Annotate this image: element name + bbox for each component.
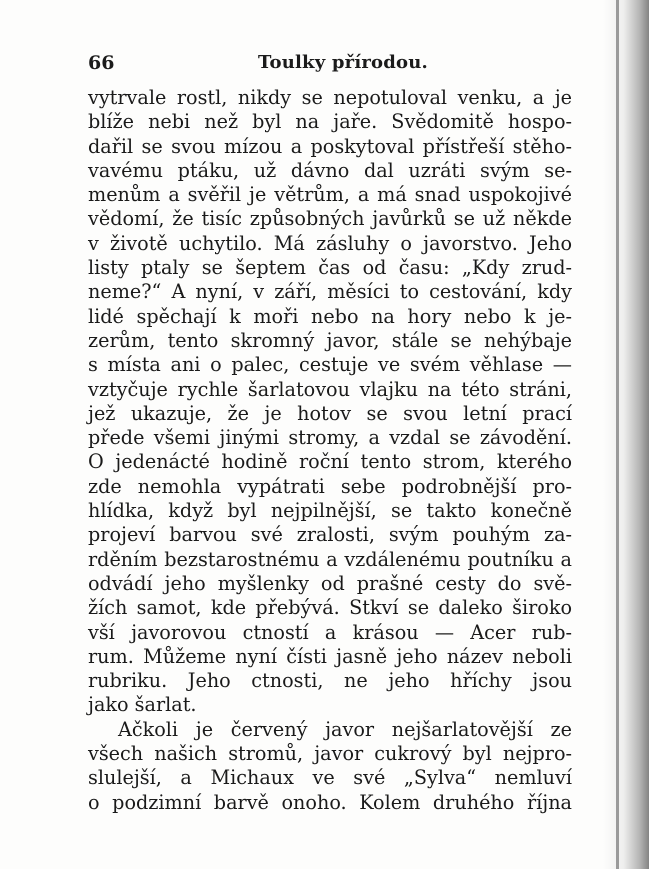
text-line: zde nemohla vypátrati sebe podrobnější pro- [88,474,572,498]
text-line: Ačkoli je červený javor nejšarlatovější ze [118,717,572,741]
text-line: vavému ptáku, už dávno dal uzráti svým se- [88,158,572,182]
text-line: vědomí, že tisíc způsobných javůrků se už někde [88,207,572,231]
text-line: rum. Můžeme nyní čísti jasně jeho název neboli [88,644,572,668]
text-line: s místa ani o palec, cestuje ve svém věhlase — [88,353,572,377]
text-line: dařil se svou mízou a poskytoval přístřeší stěho- [88,134,572,158]
spine-shadow [603,0,649,869]
text-line: v životě uchytilo. Má zásluhy o javorstvo. Jeho [88,231,572,255]
text-line: zerům, tento skromný javor, stále se nehýbaje [88,328,572,352]
running-title: Toulky přírodou. [258,52,428,73]
text-line: blíže nebi než byl na jaře. Svědomitě hospo- [88,110,572,134]
text-line: rubriku. Jeho ctnosti, ne jeho hříchy jsou [88,669,572,693]
spine-edge [616,0,619,869]
text-line: jako šarlat. [88,693,197,717]
text-line: rděním bezstarostnému a vzdálenému poutníku a [88,547,572,571]
text-line: menům a svěřil je větrům, a má snad uspokojivé [88,183,572,207]
text-line: všech našich stromů, javor cukrový byl nejpro- [88,742,572,766]
text-line: O jedenácté hodině roční tento strom, kterého [88,450,572,474]
body-text [88,86,572,815]
text-line: odvádí jeho myšlenky od prašné cesty do svě- [88,571,572,595]
text-line: hlídka, když byl nejpilnější, se takto konečně [88,499,572,523]
text-line: listy ptaly se šeptem čas od času: „Kdy zrud- [88,256,572,280]
text-line: vztyčuje rychle šarlatovou vlajku na této stráni, [88,377,572,401]
text-line: projeví barvou své zralosti, svým pouhým za- [88,523,572,547]
text-line: lidé spěchají k moři nebo na hory nebo k je- [88,304,572,328]
text-line: žích samot, kde přebývá. Stkví se daleko široko [88,596,572,620]
text-line: jež ukazuje, že je hotov se svou letní prací [88,401,572,425]
text-line: přede všemi jinými stromy, a vzdal se závodění. [88,426,572,450]
text-line: vytrvale rostl, nikdy se nepotuloval venku, a je [88,86,572,109]
text-line: vší javorovou ctností a krásou — Acer rub- [88,620,572,644]
page-header [88,52,572,80]
text-line: slulejší, a Michaux ve své „Sylva“ nemluví [88,766,572,790]
text-line: neme?“ A nyní, v září, měsíci to cestování, kdy [88,280,572,304]
page-number: 66 [88,52,115,74]
text-line: o podzimní barvě onoho. Kolem druhého října [88,790,572,814]
